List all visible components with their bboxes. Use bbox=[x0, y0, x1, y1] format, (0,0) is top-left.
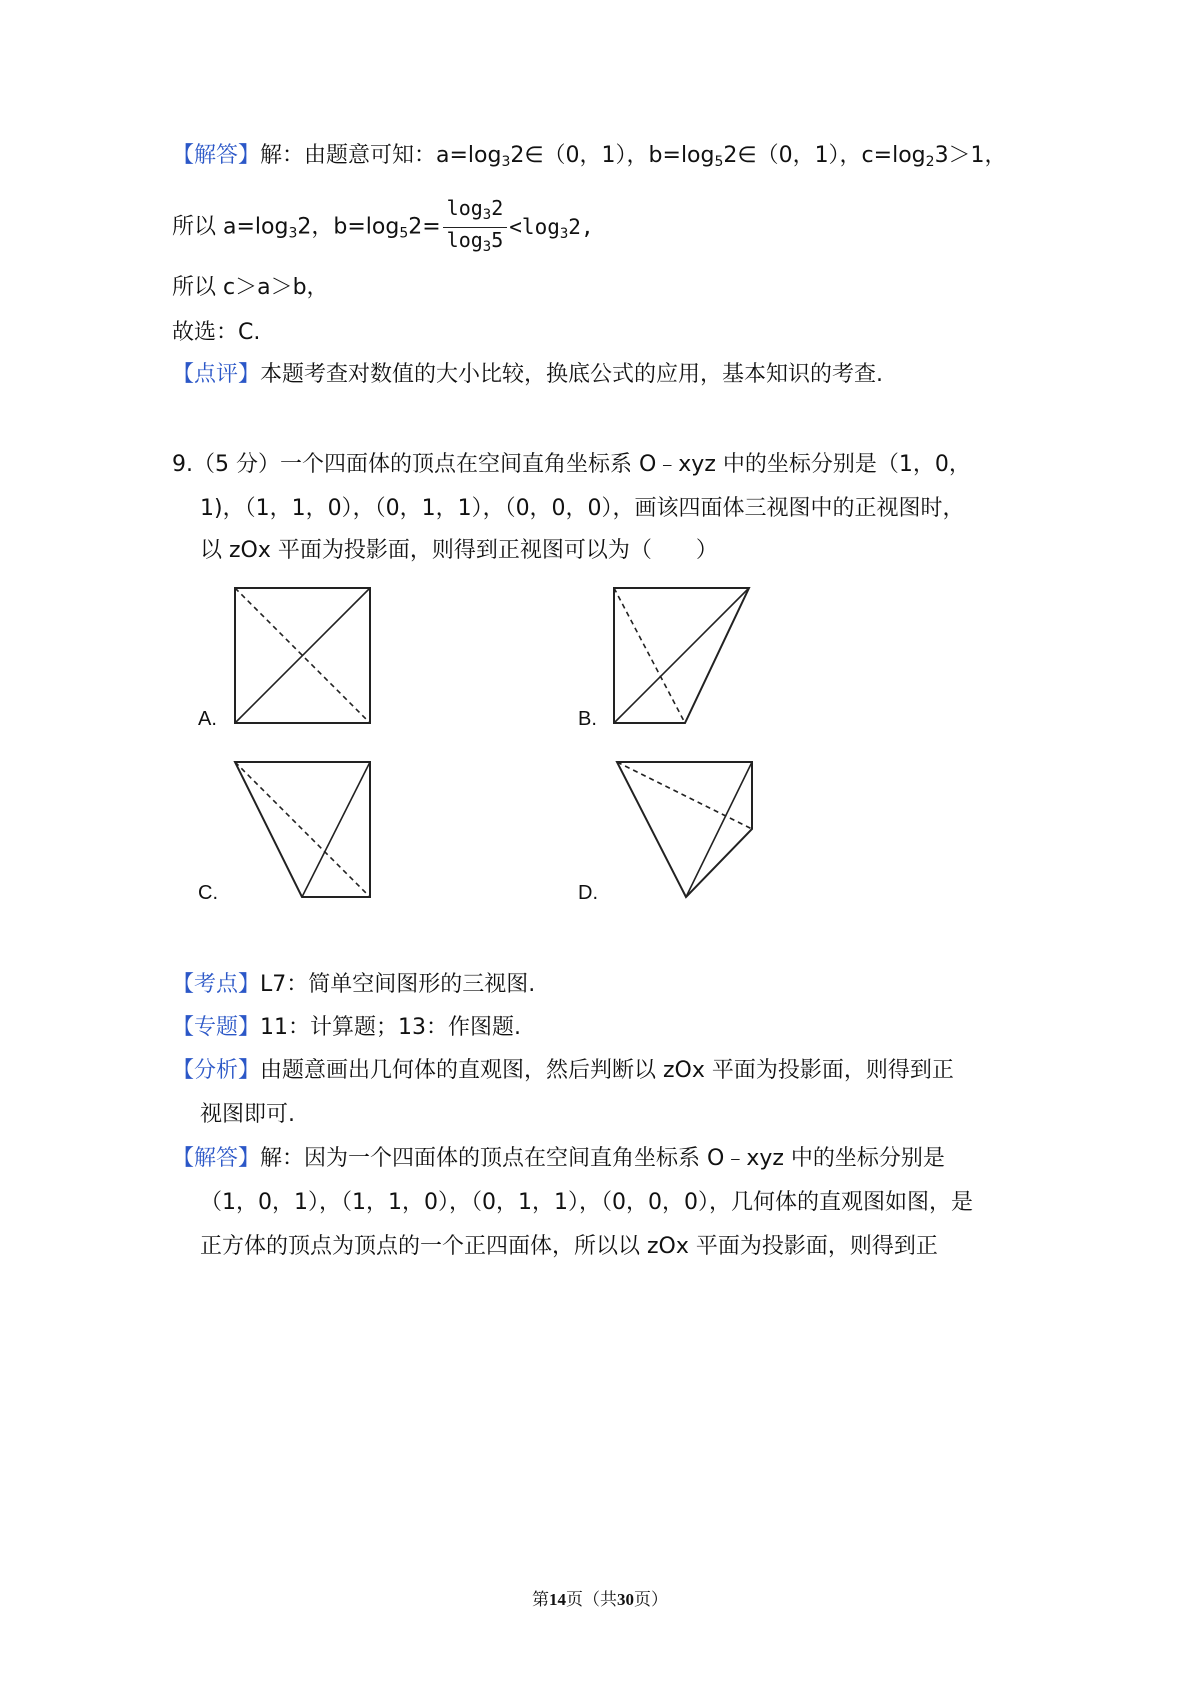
kaodian: 【考点】L7：简单空间图形的三视图. bbox=[172, 972, 536, 997]
fenxi-line2: 视图即可. bbox=[200, 1102, 295, 1127]
option-d-label: D. bbox=[578, 882, 598, 904]
fenxi-line1: 【分析】由题意画出几何体的直观图，然后判断以 zOx 平面为投影面，则得到正 bbox=[172, 1058, 954, 1083]
answer-tag: 【解答】 bbox=[172, 143, 261, 168]
option-d-figure bbox=[616, 761, 756, 901]
zhuanti: 【专题】11：计算题；13：作图题. bbox=[172, 1015, 521, 1040]
answer9-line2: （1，0，1），（1，1，0），（0，1，1），（0，0，0），几何体的直观图如图，是 bbox=[200, 1190, 973, 1215]
page-number: 14 bbox=[549, 1590, 566, 1609]
option-b-label: B. bbox=[578, 708, 597, 730]
question9-line2: 1)，（1，1，0），（0，1，1），（0，0，0），画该四面体三视图中的正视图时， bbox=[200, 496, 965, 521]
option-a-figure bbox=[234, 587, 374, 727]
option-c-label: C. bbox=[198, 882, 218, 904]
kaodian-tag: 【考点】 bbox=[172, 972, 261, 997]
answer8-line2: 所以 $a=\log_32$，$b=\log_52=$ $\frac{\log_32}{\log_35}$ $<\log_32$, bbox=[172, 196, 594, 262]
answer8-line4: 故选：C. bbox=[172, 320, 261, 345]
question9-line3: 以 zOx 平面为投影面，则得到正视图可以为（ ） bbox=[200, 538, 718, 563]
option-c-figure bbox=[234, 761, 374, 901]
comment-tag: 【点评】 bbox=[172, 362, 261, 387]
log-fraction: $\frac{\log_32}{\log_35}$ bbox=[443, 196, 508, 259]
answer8-line3: 所以 c＞a＞b， bbox=[172, 275, 329, 300]
less-than-log: $<\log_32$, bbox=[509, 214, 594, 242]
comment8: 【点评】本题考查对数值的大小比较，换底公式的应用，基本知识的考查. bbox=[172, 362, 884, 387]
total-pages: 30 bbox=[617, 1590, 634, 1609]
answer9-line3: 正方体的顶点为顶点的一个正四面体，所以以 zOx 平面为投影面，则得到正 bbox=[200, 1234, 938, 1259]
question9-line1: 9.（5 分）一个四面体的顶点在空间直角坐标系 O﹣xyz 中的坐标分别是（1，0， bbox=[172, 452, 971, 477]
page-footer: 第14页（共30页） bbox=[532, 1590, 668, 1610]
answer8-line1: 【解答】解：由题意可知：$a=\log_32\in(0$，1），$b=\log_52\in(0$，1），$c=\log_23>1$， bbox=[172, 143, 1007, 170]
fenxi-tag: 【分析】 bbox=[172, 1058, 261, 1083]
answer9-line1: 【解答】解：因为一个四面体的顶点在空间直角坐标系 O﹣xyz 中的坐标分别是 bbox=[172, 1146, 945, 1171]
answer9-tag: 【解答】 bbox=[172, 1146, 261, 1171]
option-a-label: A. bbox=[198, 708, 217, 730]
option-b-figure bbox=[613, 587, 753, 727]
zhuanti-tag: 【专题】 bbox=[172, 1015, 261, 1040]
